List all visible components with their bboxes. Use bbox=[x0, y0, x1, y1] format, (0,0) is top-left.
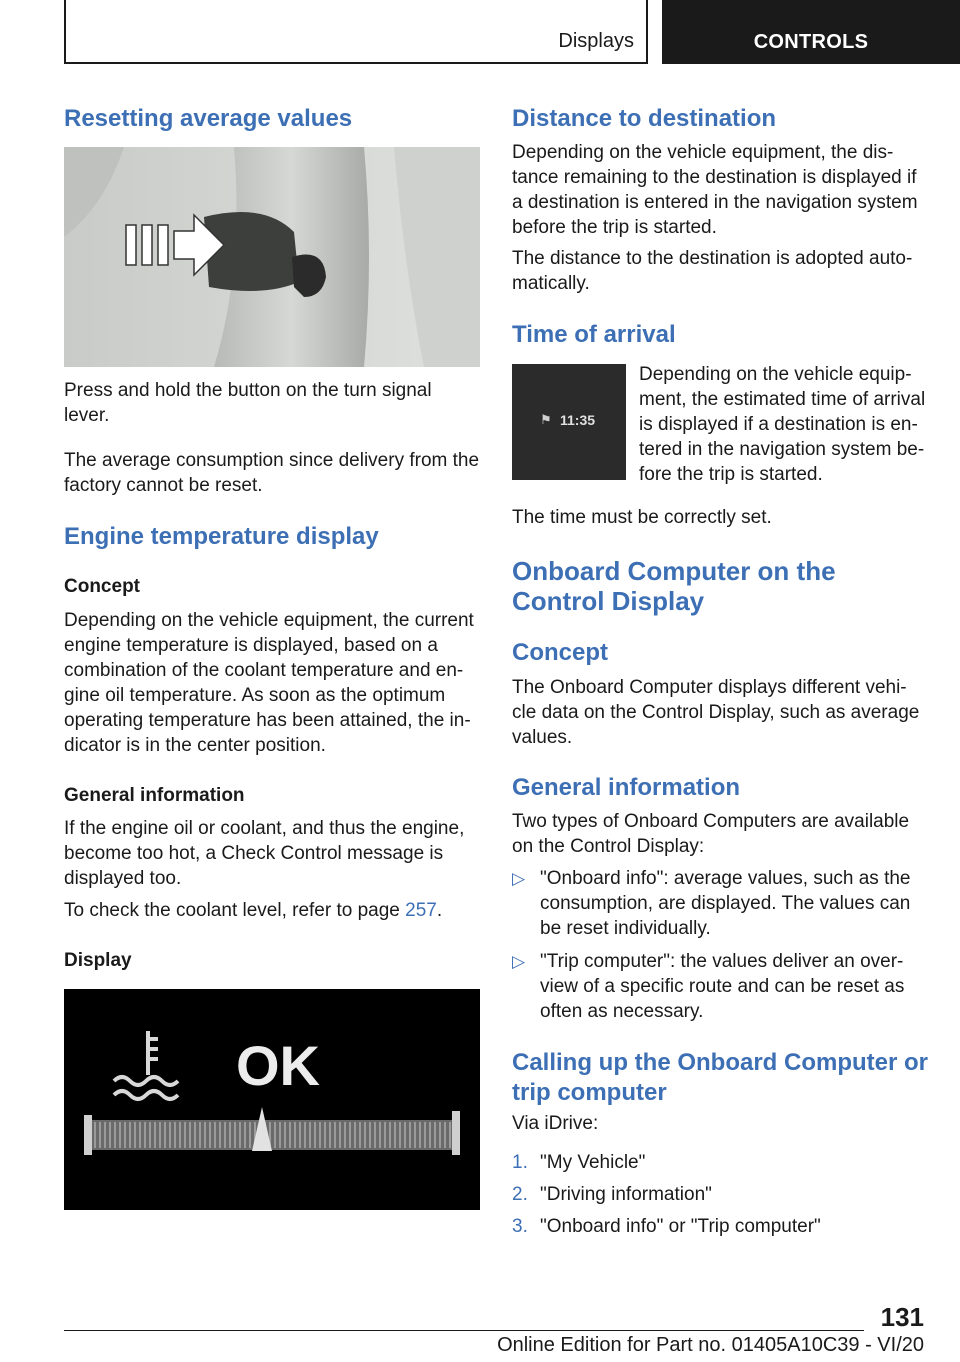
gauge-tick bbox=[249, 1122, 251, 1148]
arrival-text-2: The time must be correctly set. bbox=[512, 507, 772, 528]
bullet-text: "Onboard info": average values, such as the consumption, are displayed. The values can be reset individually. bbox=[540, 868, 911, 939]
gauge-tick bbox=[119, 1122, 121, 1148]
gauge-tick bbox=[284, 1122, 286, 1148]
gauge-tick bbox=[344, 1122, 346, 1148]
gauge-tick bbox=[424, 1122, 426, 1148]
gauge-tick bbox=[129, 1122, 131, 1148]
gauge-tick bbox=[244, 1122, 246, 1148]
onboard-title bbox=[512, 556, 836, 616]
page-number: 131 bbox=[880, 1302, 924, 1332]
gauge-tick bbox=[174, 1122, 176, 1148]
gauge-tick bbox=[354, 1122, 356, 1148]
coolant-page-link[interactable]: 257 bbox=[405, 900, 437, 921]
gauge-tick bbox=[294, 1122, 296, 1148]
gauge-tick bbox=[419, 1122, 421, 1148]
gauge-tick bbox=[439, 1122, 441, 1148]
gauge-tick bbox=[104, 1122, 106, 1148]
engine-general-text: If the engine oil or coolant, and thus the engine, become too hot, a Check Control message is displayed too. bbox=[64, 818, 465, 889]
gauge-tick bbox=[409, 1122, 411, 1148]
arrival-title: Time of arrival bbox=[512, 321, 676, 348]
gauge-tick bbox=[224, 1122, 226, 1148]
step-text: "Onboard info" or "Trip computer" bbox=[540, 1216, 821, 1237]
step-number: 1. bbox=[512, 1152, 528, 1173]
gauge-tick bbox=[289, 1122, 291, 1148]
gauge-scale bbox=[84, 1107, 460, 1155]
via-idrive: Via iDrive: bbox=[512, 1113, 599, 1134]
onboard-concept-heading: Concept bbox=[512, 639, 608, 666]
coolant-reference bbox=[64, 898, 480, 923]
gauge-tick bbox=[444, 1122, 446, 1148]
gauge-tick bbox=[184, 1122, 186, 1148]
distance-text-2: The distance to the destination is adopted auto- matically. bbox=[512, 248, 913, 294]
calling-title-line1: Calling up the Onboard Computer or bbox=[512, 1049, 928, 1076]
onboard-concept-text: The Onboard Computer displays different vehi- cle data on the Control Display, such as average values. bbox=[512, 677, 920, 748]
onboard-general-text: Two types of Onboard Computers are available on the Control Display: bbox=[512, 811, 910, 857]
arrival-text-1: Depending on the vehicle equip- ment, the estimated time of arrival is displayed if a destination is en- tered in the navigation system be- fore the trip is started. bbox=[639, 364, 926, 485]
step-text: "My Vehicle" bbox=[540, 1152, 646, 1173]
gauge-tick bbox=[304, 1122, 306, 1148]
gauge-tick bbox=[374, 1122, 376, 1148]
gauge-tick bbox=[359, 1122, 361, 1148]
gauge-tick bbox=[434, 1122, 436, 1148]
engine-general-heading: General information bbox=[64, 785, 245, 806]
gauge-tick bbox=[239, 1122, 241, 1148]
gauge-tick bbox=[414, 1122, 416, 1148]
gauge-tick bbox=[124, 1122, 126, 1148]
gauge-tick bbox=[229, 1122, 231, 1148]
gauge-tick bbox=[389, 1122, 391, 1148]
step-number: 2. bbox=[512, 1184, 528, 1205]
footer-divider bbox=[64, 1330, 864, 1331]
gauge-tick bbox=[404, 1122, 406, 1148]
gauge-tick bbox=[319, 1122, 321, 1148]
gauge-tick bbox=[204, 1122, 206, 1148]
triangle-bullet-icon: ▷ bbox=[512, 952, 526, 971]
gauge-tick bbox=[309, 1122, 311, 1148]
gauge-tick bbox=[139, 1122, 141, 1148]
resetting-note: The average consumption since delivery from the factory cannot be reset. bbox=[64, 450, 480, 496]
gauge-tick bbox=[279, 1122, 281, 1148]
gauge-tick bbox=[134, 1122, 136, 1148]
engine-concept-text: Depending on the vehicle equipment, the current engine temperature is displayed, based on a combination of the coolant temperature and en- gine oil temperature. As soon as the optimum operating temperature has been attained, the in- dicator is in the center position. bbox=[64, 610, 474, 756]
calling-title bbox=[512, 1048, 928, 1108]
display-heading: Display bbox=[64, 950, 132, 971]
resetting-title: Resetting average values bbox=[64, 105, 353, 132]
gauge-ok-label: OK bbox=[236, 1034, 320, 1097]
engine-temp-gauge-image bbox=[64, 989, 480, 1210]
calling-title-line2: trip computer bbox=[512, 1079, 667, 1106]
gauge-tick bbox=[384, 1122, 386, 1148]
gauge-tick bbox=[209, 1122, 211, 1148]
gauge-tick bbox=[149, 1122, 151, 1148]
bullet-text: "Trip computer": the values deliver an over- view of a specific route and can be reset as often as necessary. bbox=[540, 951, 905, 1022]
arrival-time-image bbox=[512, 364, 626, 480]
gauge-tick bbox=[369, 1122, 371, 1148]
gauge-tick bbox=[94, 1122, 96, 1148]
gauge-tick bbox=[159, 1122, 161, 1148]
gauge-tick bbox=[169, 1122, 171, 1148]
gauge-tick bbox=[339, 1122, 341, 1148]
arrival-clock-text: 11:35 bbox=[560, 412, 596, 428]
gauge-tick bbox=[349, 1122, 351, 1148]
gauge-tick bbox=[194, 1122, 196, 1148]
gauge-tick bbox=[429, 1122, 431, 1148]
gauge-tick bbox=[154, 1122, 156, 1148]
gauge-tick bbox=[334, 1122, 336, 1148]
coolant-prefix: To check the coolant level, refer to page bbox=[64, 900, 400, 921]
gauge-tick bbox=[109, 1122, 111, 1148]
gauge-tick bbox=[329, 1122, 331, 1148]
onboard-general-heading: General information bbox=[512, 774, 741, 801]
coolant-suffix: . bbox=[436, 900, 443, 921]
footer-edition: Online Edition for Part no. 01405A10C39 - VI/20 bbox=[497, 1334, 924, 1356]
header-section-title: Displays bbox=[558, 30, 634, 52]
gauge-tick bbox=[364, 1122, 366, 1148]
engine-temp-title: Engine temperature display bbox=[64, 523, 379, 550]
gauge-tick bbox=[164, 1122, 166, 1148]
gauge-tick bbox=[379, 1122, 381, 1148]
triangle-bullet-icon: ▷ bbox=[512, 869, 526, 888]
gauge-tick bbox=[449, 1122, 451, 1148]
gauge-tick bbox=[234, 1122, 236, 1148]
gauge-tick bbox=[394, 1122, 396, 1148]
gauge-tick bbox=[189, 1122, 191, 1148]
gauge-tick bbox=[324, 1122, 326, 1148]
gauge-tick bbox=[214, 1122, 216, 1148]
step-number: 3. bbox=[512, 1216, 528, 1237]
onboard-title-line2: Control Display bbox=[512, 586, 705, 616]
gauge-tick bbox=[179, 1122, 181, 1148]
step-text: "Driving information" bbox=[540, 1184, 712, 1205]
turn-signal-lever-image bbox=[64, 147, 480, 367]
gauge-tick bbox=[219, 1122, 221, 1148]
distance-title: Distance to destination bbox=[512, 105, 777, 132]
gauge-tick bbox=[144, 1122, 146, 1148]
header-chapter-tab: CONTROLS bbox=[662, 0, 960, 64]
flag-icon: ⚑ bbox=[540, 412, 552, 427]
gauge-tick bbox=[314, 1122, 316, 1148]
gauge-tick bbox=[114, 1122, 116, 1148]
distance-text-1: Depending on the vehicle equipment, the dis- tance remaining to the destination is displayed if a destination is entered in the navigation system before the trip is started. bbox=[512, 142, 918, 238]
gauge-tick bbox=[99, 1122, 101, 1148]
engine-concept-heading: Concept bbox=[64, 576, 140, 597]
gauge-tick bbox=[399, 1122, 401, 1148]
gauge-tick bbox=[199, 1122, 201, 1148]
coolant-thermometer-icon bbox=[114, 1031, 178, 1099]
gauge-tick bbox=[274, 1122, 276, 1148]
resetting-instruction: Press and hold the button on the turn signal lever. bbox=[64, 380, 432, 426]
onboard-title-line1: Onboard Computer on the bbox=[512, 556, 836, 586]
temperature-gauge bbox=[64, 989, 480, 1210]
gauge-tick bbox=[299, 1122, 301, 1148]
